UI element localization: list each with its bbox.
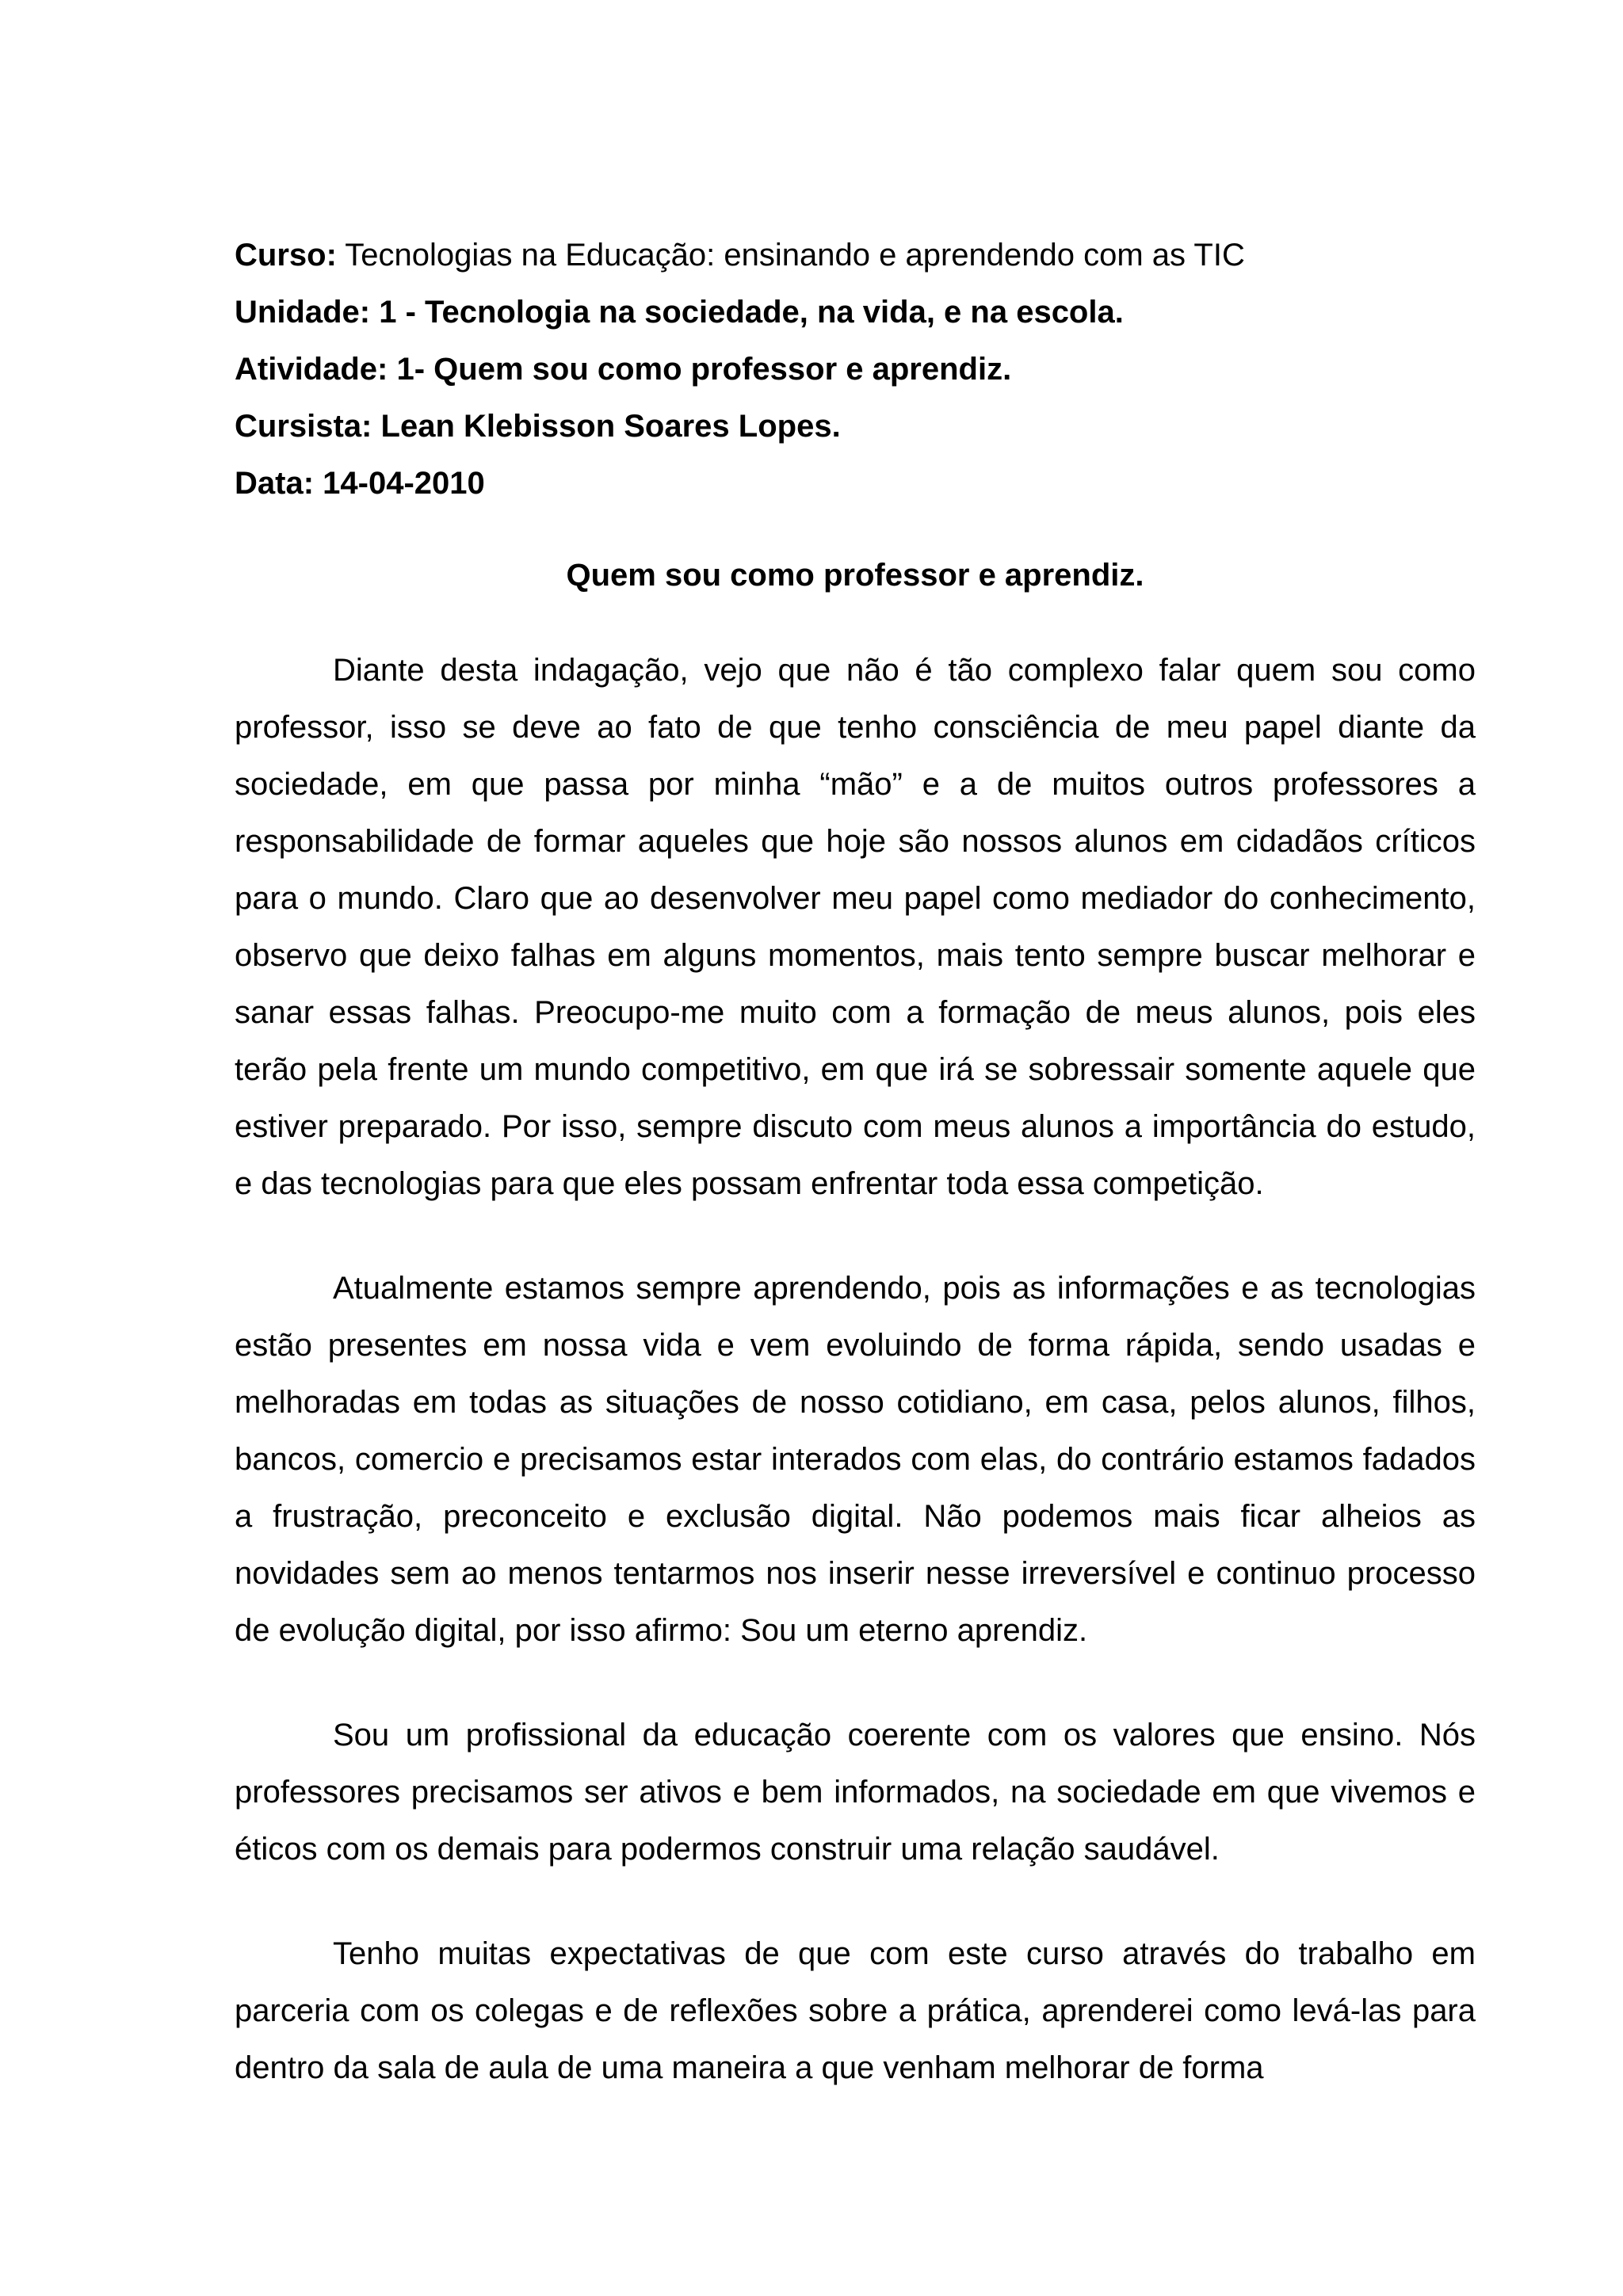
header-unidade — [235, 284, 1476, 341]
document-content — [235, 227, 1476, 2096]
paragraph-1: Diante desta indagação, vejo que não é tão complexo falar quem sou como professor, isso se deve ao fato de que tenho consciência de meu papel diante da sociedade, em que passa por minha “mão” e a de muitos outros professores a responsabilidade de formar aqueles que hoje são nossos alunos em cidadãos críticos para o mundo. Claro que ao desenvolver meu papel como mediador do conhecimento, observo que deixo falhas em alguns momentos, mais tento sempre buscar melhorar e sanar essas falhas. Preocupo-me muito com a formação de meus alunos, pois eles terão pela frente um mundo competitivo, em que irá se sobressair somente aquele que estiver preparado. Por isso, sempre discuto com meus alunos a importância do estudo, e das tecnologias para que eles possam enfrentar toda essa competição. — [235, 653, 1476, 1201]
header-atividade — [235, 341, 1476, 398]
header-cursista — [235, 398, 1476, 455]
unidade-label: Unidade: — [235, 295, 371, 330]
paragraph-4: Tenho muitas expectativas de que com este curso através do trabalho em parceria com os colegas e de reflexões sobre a prática, aprenderei como levá-las para dentro da sala de aula de uma maneira a que venham melhorar de forma — [235, 1936, 1476, 2085]
header-data — [235, 455, 1476, 512]
unidade-value: 1 - Tecnologia na sociedade, na vida, e na escola. — [379, 295, 1124, 330]
paragraph-3: Sou um profissional da educação coerente com os valores que ensino. Nós professores precisamos ser ativos e bem informados, na sociedade em que vivemos e éticos com os demais para podermos construir uma relação saudável. — [235, 1718, 1476, 1867]
atividade-value: 1- Quem sou como professor e aprendiz. — [396, 352, 1012, 387]
curso-label: Curso: — [235, 238, 337, 273]
cursista-label: Cursista: — [235, 409, 372, 444]
document-title: Quem sou como professor e aprendiz. — [566, 558, 1144, 593]
cursista-value: Lean Klebisson Soares Lopes. — [380, 409, 841, 444]
header-curso — [235, 227, 1476, 284]
paragraph-2: Atualmente estamos sempre aprendendo, pois as informações e as tecnologias estão presentes em nossa vida e vem evoluindo de forma rápida, sendo usadas e melhoradas em todas as situações de nosso cotidiano, em casa, pelos alunos, filhos, bancos, comercio e precisamos estar interados com elas, do contrário estamos fadados a frustração, preconceito e exclusão digital. Não podemos mais ficar alheios as novidades sem ao menos tentarmos nos inserir nesse irreversível e continuo processo de evolução digital, por isso afirmo: Sou um eterno aprendiz. — [235, 1271, 1476, 1648]
curso-value: Tecnologias na Educação: ensinando e aprendendo com as TIC — [345, 238, 1245, 273]
data-label: Data: — [235, 466, 315, 501]
data-value: 14-04-2010 — [323, 466, 485, 501]
atividade-label: Atividade: — [235, 352, 388, 387]
